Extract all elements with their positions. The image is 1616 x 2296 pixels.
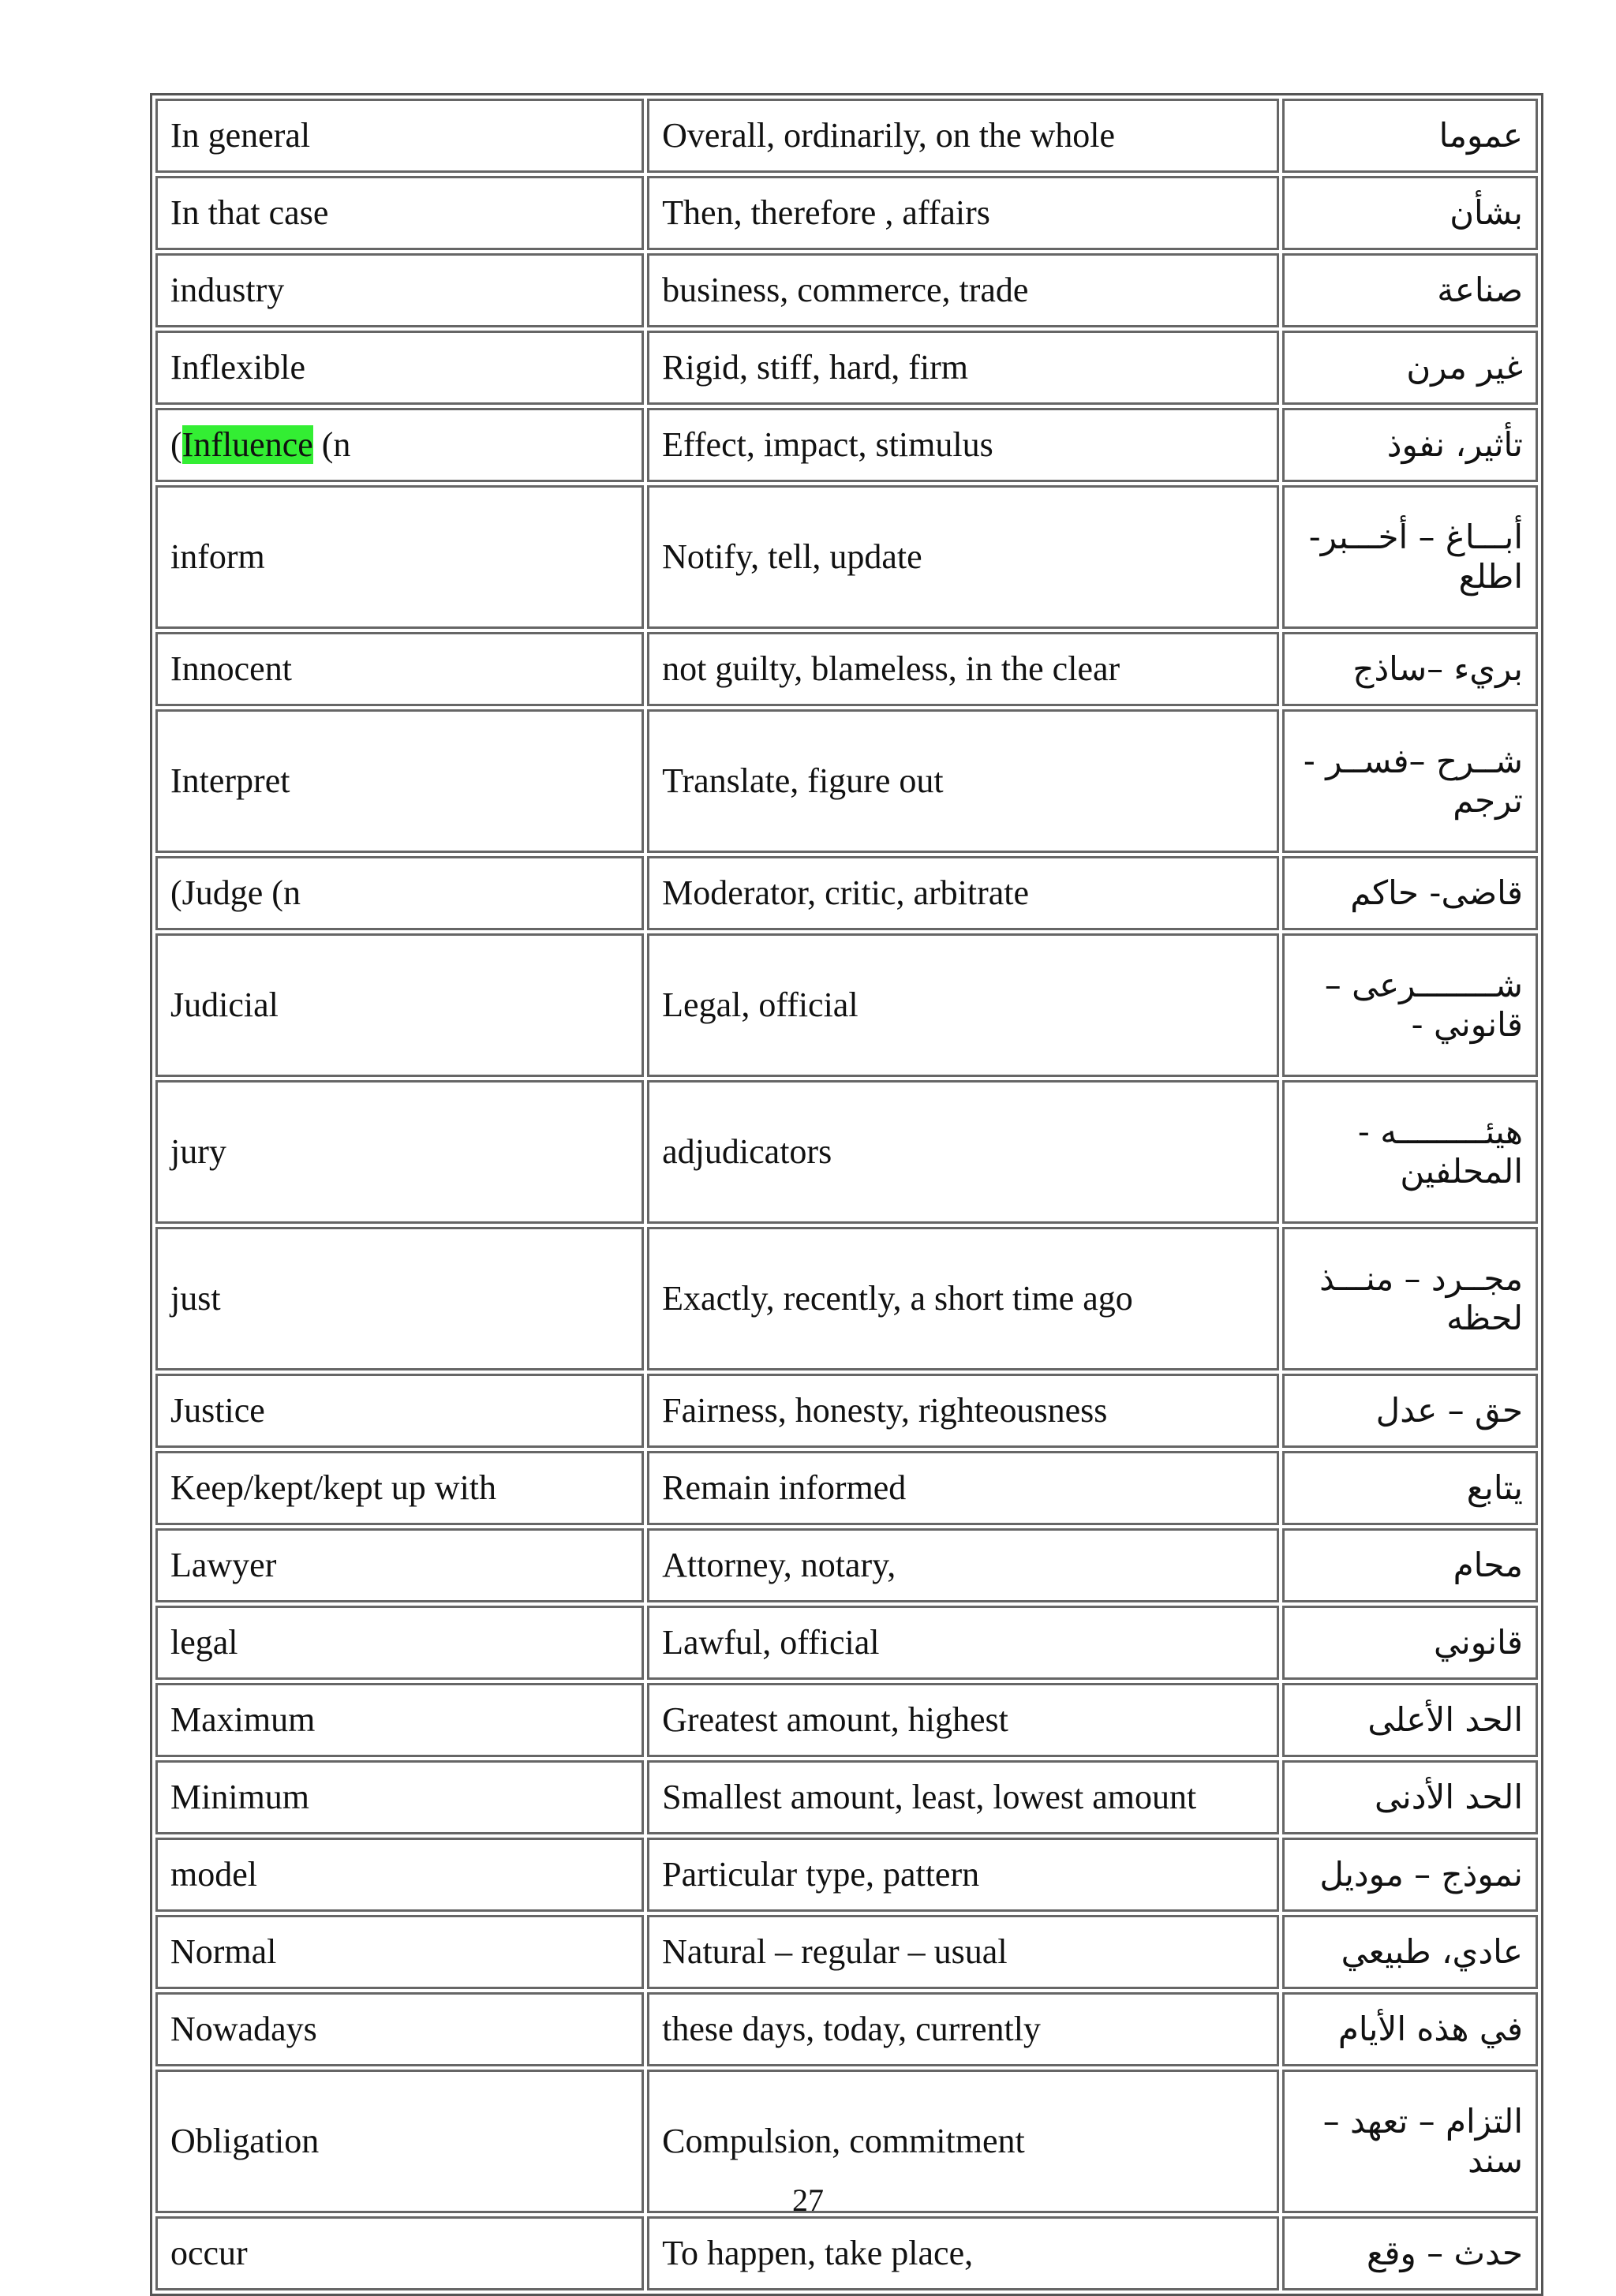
term-text: Maximum [170,1700,316,1739]
synonyms-cell: Particular type, pattern [647,1838,1279,1912]
table-row [155,933,1538,1077]
synonyms-cell: Fairness, honesty, righteousness [647,1374,1279,1448]
arabic-translation-cell: حدث – وقع [1282,2216,1538,2290]
arabic-translation-cell: حق – عدل [1282,1374,1538,1448]
synonyms-cell: Remain informed [647,1451,1279,1525]
term-text: inform [170,537,265,576]
term-cell [155,1760,644,1834]
term-text: (Judge (n [170,873,301,912]
term-cell [155,1838,644,1912]
term-text: Nowadays [170,2009,317,2048]
term-text: (n [312,424,351,464]
arabic-translation-cell: أبـــاغ – أخـــبر- اطلع [1282,485,1538,629]
term-cell [155,408,644,482]
synonyms-cell: adjudicators [647,1080,1279,1224]
term-text: Lawyer [170,1545,277,1584]
table-row [155,253,1538,327]
arabic-translation-cell: تأثير، نفوذ [1282,408,1538,482]
term-text: Judicial [170,985,279,1024]
table-row [155,99,1538,173]
synonyms-cell: Notify, tell, update [647,485,1279,629]
arabic-translation-cell: غير مرن [1282,331,1538,405]
arabic-translation-cell: شــــــــرعى – قانوني - [1282,933,1538,1077]
synonyms-cell: Natural – regular – usual [647,1915,1279,1989]
table-row [155,1683,1538,1757]
synonyms-cell: Compulsion, commitment [647,2070,1279,2213]
table-row [155,408,1538,482]
arabic-translation-cell: قانوني [1282,1606,1538,1680]
table-row [155,709,1538,853]
synonyms-cell: Translate, figure out [647,709,1279,853]
synonyms-cell: To happen, take place, [647,2216,1279,2290]
synonyms-cell: Exactly, recently, a short time ago [647,1227,1279,1370]
synonyms-cell: Attorney, notary, [647,1528,1279,1602]
term-text: occur [170,2233,248,2272]
term-cell [155,1992,644,2066]
synonyms-cell: Greatest amount, highest [647,1683,1279,1757]
synonyms-cell: business, commerce, trade [647,253,1279,327]
synonyms-cell: Moderator, critic, arbitrate [647,856,1279,930]
arabic-translation-cell: عموما [1282,99,1538,173]
arabic-translation-cell: عادي، طبيعي [1282,1915,1538,1989]
table-row [155,632,1538,706]
synonyms-cell: Legal, official [647,933,1279,1077]
term-cell [155,1374,644,1448]
term-text: Interpret [170,761,290,800]
table-row [155,1528,1538,1602]
table-row [155,1374,1538,1448]
term-cell [155,1606,644,1680]
table-row [155,331,1538,405]
term-cell [155,933,644,1077]
table-row [155,2216,1538,2290]
table-row [155,1606,1538,1680]
term-cell [155,856,644,930]
table-row [155,1080,1538,1224]
table-row [155,856,1538,930]
vocabulary-table [150,93,1543,2296]
term-prefix: ( [170,424,182,464]
term-cell [155,709,644,853]
table-row [155,176,1538,250]
synonyms-cell: Then, therefore , affairs [647,176,1279,250]
arabic-translation-cell: شــرح –فســر - ترجم [1282,709,1538,853]
synonyms-cell: Rigid, stiff, hard, firm [647,331,1279,405]
arabic-translation-cell: بشأن [1282,176,1538,250]
term-text: Keep/kept/kept up with [170,1468,497,1507]
table-row [155,1227,1538,1370]
term-text: just [170,1278,221,1318]
term-cell [155,331,644,405]
term-text: In general [170,115,311,155]
arabic-translation-cell: قاضى- حاكم [1282,856,1538,930]
term-text: Innocent [170,649,292,688]
term-text: Obligation [170,2121,320,2160]
synonyms-cell: Smallest amount, least, lowest amount [647,1760,1279,1834]
synonyms-cell: Effect, impact, stimulus [647,408,1279,482]
term-cell [155,99,644,173]
table-row [155,1915,1538,1989]
arabic-translation-cell: الحد الأدنى [1282,1760,1538,1834]
term-text: Justice [170,1390,265,1430]
term-text: Inflexible [170,347,306,387]
arabic-translation-cell: الحد الأعلى [1282,1683,1538,1757]
term-cell [155,176,644,250]
term-cell [155,2216,644,2290]
arabic-translation-cell: هيئـــــــــه - المحلفين [1282,1080,1538,1224]
highlighted-term: Influence [181,424,313,464]
synonyms-cell: not guilty, blameless, in the clear [647,632,1279,706]
table-row [155,1992,1538,2066]
table-row [155,1451,1538,1525]
table-row [155,485,1538,629]
synonyms-cell: these days, today, currently [647,1992,1279,2066]
arabic-translation-cell: نموذج – موديل [1282,1838,1538,1912]
term-cell [155,1683,644,1757]
arabic-translation-cell: مجــرد – منـــذ لحظه [1282,1227,1538,1370]
synonyms-cell: Overall, ordinarily, on the whole [647,99,1279,173]
term-cell [155,485,644,629]
arabic-translation-cell: صناعة [1282,253,1538,327]
vocabulary-table-body [155,99,1538,2290]
arabic-translation-cell: محام [1282,1528,1538,1602]
table-row [155,1760,1538,1834]
term-cell [155,1915,644,1989]
term-text: legal [170,1622,238,1662]
arabic-translation-cell: بريء –ساذج [1282,632,1538,706]
arabic-translation-cell: يتابع [1282,1451,1538,1525]
term-text: Minimum [170,1777,310,1816]
term-text: Normal [170,1931,277,1971]
term-text: jury [170,1131,226,1171]
term-cell [155,1227,644,1370]
arabic-translation-cell: في هذه الأيام [1282,1992,1538,2066]
page-number: 27 [792,2182,824,2218]
term-cell [155,632,644,706]
term-text: In that case [170,193,329,232]
term-cell [155,253,644,327]
synonyms-cell: Lawful, official [647,1606,1279,1680]
term-text: industry [170,270,285,309]
term-cell [155,1528,644,1602]
table-row [155,1838,1538,1912]
arabic-translation-cell: التزام – تعهد – سند [1282,2070,1538,2213]
term-text: model [170,1854,257,1894]
term-cell [155,1451,644,1525]
term-cell [155,1080,644,1224]
